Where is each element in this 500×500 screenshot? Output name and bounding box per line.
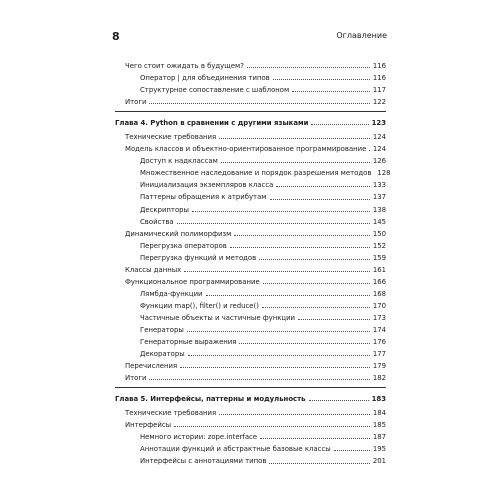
toc-entry-page-number: 133 (372, 181, 386, 190)
toc-entry-page-number: 152 (372, 241, 386, 250)
toc-entry (115, 360, 386, 372)
toc-entry (115, 72, 386, 84)
toc-entry-page-number: 201 (372, 457, 386, 466)
dot-leader (239, 342, 369, 344)
toc-entry-page-number: 137 (372, 193, 386, 202)
toc-entry (115, 204, 386, 216)
running-head: Оглавление (336, 31, 387, 40)
page-header (112, 30, 387, 44)
toc-entry (115, 276, 386, 288)
toc-entry-title: Свойства (140, 217, 174, 226)
dot-leader (149, 102, 369, 104)
toc-entry (115, 312, 386, 324)
toc-entry-title: Немного истории: zope.interface (140, 433, 258, 442)
toc-entry-title: Дескрипторы (140, 205, 189, 214)
toc-chapter-entry (115, 117, 386, 129)
toc-entry (115, 60, 386, 72)
toc-entry-title: Динамический полиморфизм (125, 229, 232, 238)
dot-leader (247, 66, 370, 68)
toc-entry-page-number: 176 (372, 338, 386, 347)
toc-entry-page-number: 138 (372, 205, 386, 214)
dot-leader (187, 330, 370, 332)
toc-entry-page-number: 177 (372, 350, 386, 359)
toc-entry-title: Классы данных (125, 265, 182, 274)
toc-entry-title: Перегрузка операторов (140, 241, 227, 250)
toc-entry (115, 419, 386, 431)
toc-section-chapter-3-end (115, 60, 386, 108)
dot-leader (270, 198, 370, 200)
dot-leader (276, 185, 370, 187)
dot-leader (149, 378, 369, 380)
dot-leader (311, 123, 368, 125)
toc-chapter-entry (115, 393, 386, 405)
toc-entry-page-number: 168 (372, 289, 386, 298)
toc-entry-page-number: 184 (372, 409, 386, 418)
toc-entry-title: Перечисления (125, 362, 178, 371)
toc-entry-title: Интерфейсы (125, 421, 172, 430)
toc-entry-page-number: 116 (372, 62, 386, 70)
dot-leader (334, 449, 370, 451)
toc-entry-page-number: 179 (372, 362, 386, 371)
toc-entry (115, 336, 386, 348)
toc-entry-title: Частичные объекты и частичные функции (140, 313, 296, 322)
toc-entry-page-number: 185 (372, 421, 386, 430)
dot-leader (219, 137, 370, 139)
toc-entry-title: Паттерны обращения к атрибутам (140, 193, 267, 202)
toc-entry (115, 300, 386, 312)
dot-leader (174, 425, 370, 427)
toc-entry-title: Множественное наследование и порядок разрешения методов (140, 169, 372, 178)
dot-leader (269, 462, 369, 464)
toc-entry (115, 155, 386, 167)
toc-entry-page-number: 173 (372, 313, 386, 322)
toc-entry-title: Генераторы (140, 325, 184, 334)
dot-leader (298, 318, 370, 320)
toc-entry-page-number: 116 (372, 74, 386, 83)
dot-leader (309, 399, 369, 401)
dot-leader (263, 282, 370, 284)
toc-entry (115, 288, 386, 300)
toc-entry-title: Итоги (125, 98, 147, 107)
table-of-contents (115, 60, 391, 468)
toc-entry (115, 228, 386, 240)
dot-leader (206, 294, 370, 296)
toc-entry-page-number: 122 (372, 98, 386, 107)
toc-entry-page-number: 174 (372, 325, 386, 334)
toc-entry (115, 191, 386, 203)
toc-entry-title: Технические требования (125, 409, 217, 418)
toc-entry-page-number: 195 (372, 445, 386, 454)
dot-leader (188, 354, 370, 356)
toc-entry-title: Глава 4. Python в сравнении с другими языками (115, 119, 309, 128)
toc-entry-title: Аннотации функций и абстрактные базовые классы (140, 445, 331, 454)
toc-entry-page-number: 117 (372, 86, 386, 95)
dot-leader (230, 246, 370, 248)
toc-entry-title: Перегрузка функций и методов (140, 253, 257, 262)
toc-entry-title: Глава 5. Интерфейсы, паттерны и модульность (115, 395, 306, 404)
dot-leader (273, 78, 370, 80)
toc-entry-title: Технические требования (125, 133, 217, 142)
toc-entry-page-number: 150 (372, 229, 386, 238)
toc-entry (115, 264, 386, 276)
toc-entry (115, 372, 386, 384)
toc-entry (115, 84, 386, 96)
toc-entry (115, 167, 391, 179)
toc-entry-page-number: 166 (372, 277, 386, 286)
toc-entry-title: Структурное сопоставление с шаблоном (140, 86, 290, 95)
toc-entry-page-number: 182 (372, 374, 386, 383)
dot-leader (292, 90, 370, 92)
toc-section-chapter-5 (115, 393, 386, 467)
toc-entry-page-number: 145 (372, 217, 386, 226)
toc-entry-page-number: 170 (372, 301, 386, 310)
toc-entry-page-number: 183 (371, 395, 386, 404)
toc-entry (115, 179, 386, 191)
toc-entry-title: Модель классов и объектно-ориентированное программирование (125, 145, 367, 154)
toc-entry (115, 324, 386, 336)
toc-entry (115, 240, 386, 252)
toc-entry-title: Функциональное программирование (125, 277, 260, 286)
toc-entry-page-number: 161 (372, 265, 386, 274)
toc-entry (115, 407, 386, 419)
section-divider (115, 387, 386, 388)
toc-entry (115, 96, 386, 108)
toc-entry-title: Доступ к надклассам (140, 157, 218, 166)
toc-entry (115, 431, 386, 443)
section-divider (115, 111, 386, 112)
dot-leader (260, 437, 370, 439)
dot-leader (262, 306, 370, 308)
toc-entry (115, 131, 386, 143)
toc-entry-title: Оператор | для объединения типов (140, 74, 270, 83)
toc-entry (115, 455, 386, 467)
toc-entry-page-number: 124 (372, 145, 386, 154)
toc-entry-title: Интерфейсы с аннотациями типов (140, 457, 267, 466)
toc-entry-title: Итоги (125, 374, 147, 383)
toc-entry-title: Генераторные выражения (140, 338, 237, 347)
toc-entry-title: Декораторы (140, 350, 185, 359)
dot-leader (219, 413, 370, 415)
toc-entry-page-number: 126 (372, 157, 386, 166)
toc-entry (115, 143, 386, 155)
toc-entry (115, 443, 386, 455)
dot-leader (192, 210, 370, 212)
toc-section-chapter-4 (115, 117, 391, 384)
toc-entry-title: Чего стоит ожидать в будущем? (125, 62, 244, 70)
toc-entry (115, 348, 386, 360)
dot-leader (184, 270, 370, 272)
toc-entry-page-number: 159 (372, 253, 386, 262)
toc-entry-title: Функции map(), filter() и reduce() (140, 301, 259, 310)
dot-leader (221, 161, 370, 163)
toc-entry (115, 216, 386, 228)
page-number: 8 (112, 30, 120, 43)
dot-leader (234, 234, 370, 236)
toc-entry-page-number: 124 (372, 133, 386, 142)
toc-entry-page-number: 187 (372, 433, 386, 442)
toc-entry-page-number: 123 (371, 119, 386, 128)
dot-leader (177, 222, 370, 224)
dot-leader (259, 258, 370, 260)
toc-entry-title: Инициализация экземпляров класса (140, 181, 274, 190)
toc-entry-title: Лямбда-функции (140, 289, 203, 298)
toc-entry (115, 252, 386, 264)
dot-leader (180, 366, 370, 368)
toc-entry-page-number: 128 (377, 169, 391, 178)
